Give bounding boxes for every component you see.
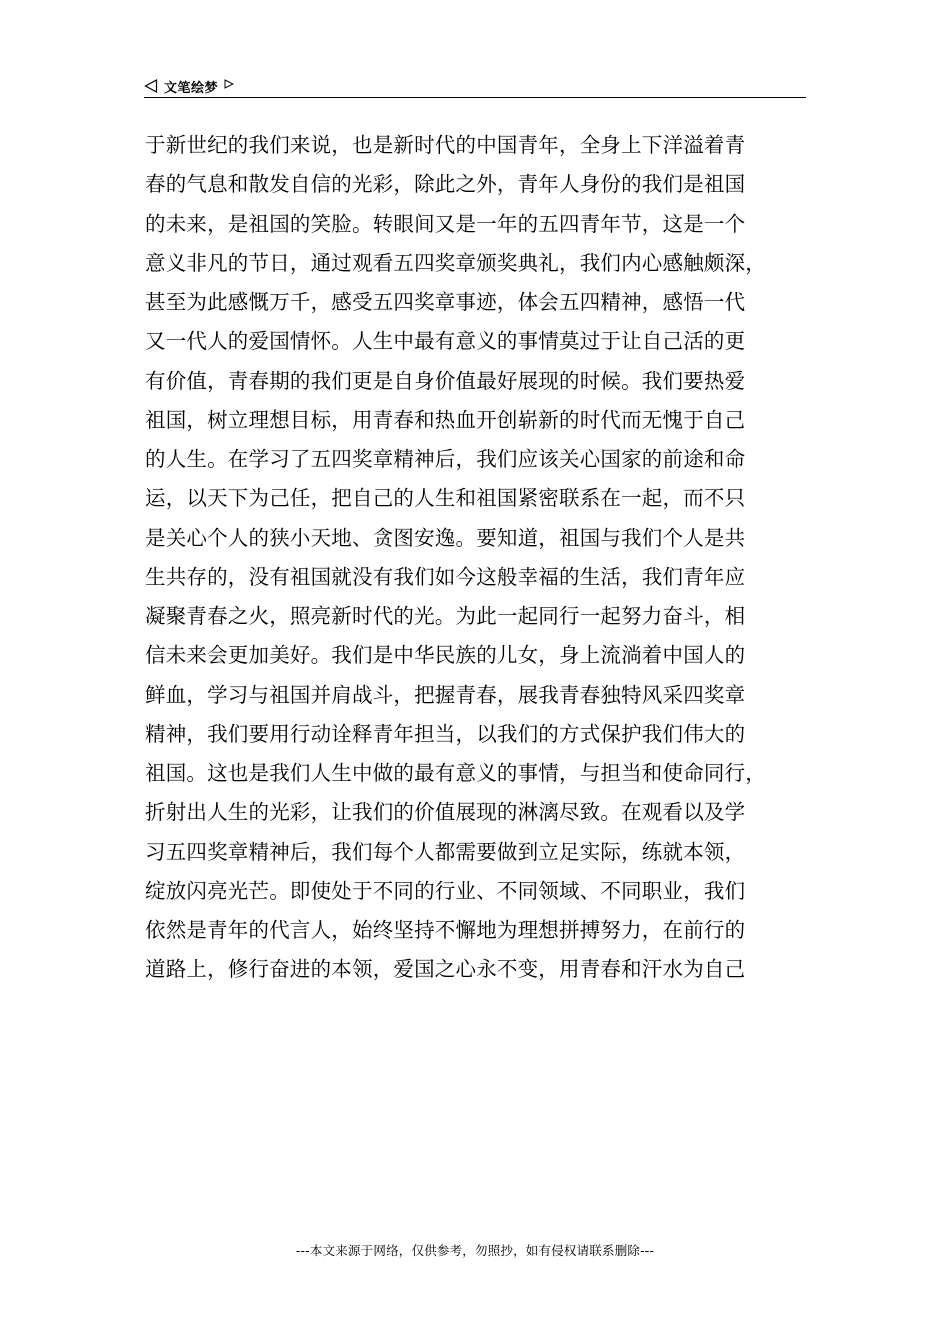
text-line: 是关心个人的狭小天地、贪图安逸。要知道，祖国与我们个人是共	[145, 525, 746, 550]
text-line: 甚至为此感慨万千，感受五四奖章事迹，体会五四精神，感悟一代	[145, 290, 746, 314]
text-line: 的未来，是祖国的笑脸。转眼间又是一年的五四青年节，这是一个	[145, 211, 746, 236]
text-line: 生共存的，没有祖国就没有我们如今这般幸福的生活，我们青年应	[145, 564, 746, 589]
text-line: 运，以天下为己任，把自己的人生和祖国紧密联系在一起，而不只	[145, 486, 746, 511]
text-line: 祖国。这也是我们人生中做的最有意义的事情，与担当和使命同行，	[145, 761, 766, 785]
triangle-left-icon	[144, 79, 158, 93]
triangle-right-icon	[224, 79, 234, 89]
text-line: 绽放闪亮光芒。即使处于不同的行业、不同领域、不同职业，我们	[145, 878, 746, 903]
text-line: 凝聚青春之火，照亮新时代的光。为此一起同行一起努力奋斗，相	[145, 604, 746, 628]
text-line: 又一代人的爱国情怀。人生中最有意义的事情莫过于让自己活的更	[145, 329, 746, 354]
header-brand: 文笔绘梦	[164, 80, 219, 96]
text-line: 依然是青年的代言人，始终坚持不懈地为理想拼搏努力，在前行的	[145, 918, 746, 942]
page-header	[144, 74, 806, 98]
text-line: 祖国，树立理想目标，用青春和热血开创崭新的时代而无愧于自己	[145, 407, 746, 432]
text-line: 意义非凡的节日，通过观看五四奖章颁奖典礼，我们内心感触颇深，	[145, 250, 766, 275]
header-divider	[144, 97, 806, 98]
footer-disclaimer: ---本文来源于网络，仅供参考，勿照抄，如有侵权请联系删除---	[295, 1243, 655, 1258]
text-line: 习五四奖章精神后，我们每个人都需要做到立足实际，练就本领，	[145, 839, 746, 864]
text-line: 鲜血，学习与祖国并肩战斗，把握青春，展我青春独特风采四奖章	[145, 682, 746, 707]
text-line: 精神，我们要用行动诠释青年担当，以我们的方式保护我们伟大的	[145, 721, 746, 746]
text-line: 春的气息和散发自信的光彩，除此之外，青年人身份的我们是祖国	[145, 172, 746, 197]
text-line: 的人生。在学习了五四奖章精神后，我们应该关心国家的前途和命	[145, 447, 746, 471]
text-line: 于新世纪的我们来说，也是新时代的中国青年，全身上下洋溢着青	[145, 133, 746, 157]
document-body	[145, 126, 807, 990]
text-line: 有价值，青春期的我们更是自身价值最好展现的时候。我们要热爱	[145, 368, 746, 393]
text-line: 道路上，修行奋进的本领，爱国之心永不变，用青春和汗水为自己	[145, 957, 746, 982]
text-line: 折射出人生的光彩，让我们的价值展现的淋漓尽致。在观看以及学	[145, 800, 746, 825]
text-line: 信未来会更加美好。我们是中华民族的儿女，身上流淌着中国人的	[145, 643, 746, 668]
